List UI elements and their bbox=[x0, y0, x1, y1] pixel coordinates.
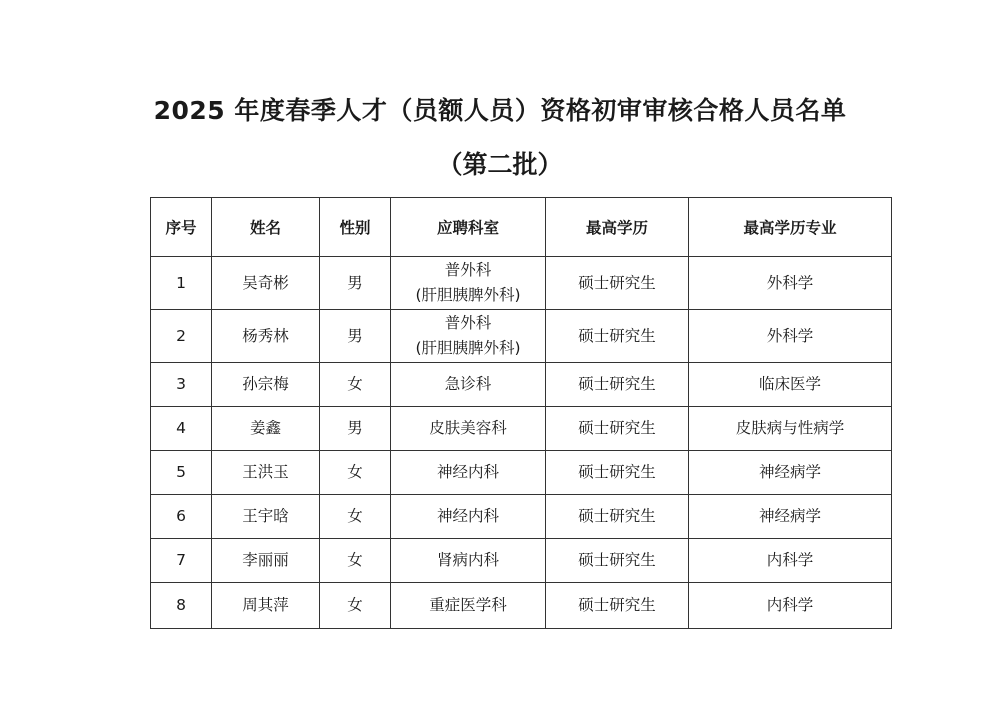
cell-department: 急诊科 bbox=[391, 363, 546, 407]
table-row bbox=[151, 310, 892, 363]
cell-name: 周其萍 bbox=[212, 583, 320, 629]
cell-name: 孙宗梅 bbox=[212, 363, 320, 407]
cell-degree: 硕士研究生 bbox=[546, 495, 689, 539]
cell-serial: 7 bbox=[151, 539, 212, 583]
cell-major: 皮肤病与性病学 bbox=[689, 407, 892, 451]
cell-gender: 女 bbox=[320, 363, 391, 407]
table-row bbox=[151, 407, 892, 451]
cell-serial: 2 bbox=[151, 310, 212, 363]
header-row bbox=[151, 198, 892, 257]
cell-gender: 女 bbox=[320, 539, 391, 583]
cell-degree: 硕士研究生 bbox=[546, 257, 689, 310]
cell-gender: 女 bbox=[320, 583, 391, 629]
cell-degree: 硕士研究生 bbox=[546, 583, 689, 629]
cell-department: 神经内科 bbox=[391, 495, 546, 539]
department-subunit: (肝胆胰脾外科) bbox=[415, 286, 521, 304]
cell-serial: 1 bbox=[151, 257, 212, 310]
cell-name: 李丽丽 bbox=[212, 539, 320, 583]
table-row bbox=[151, 495, 892, 539]
table-row bbox=[151, 583, 892, 629]
table-row bbox=[151, 451, 892, 495]
header-department: 应聘科室 bbox=[391, 198, 546, 257]
department-subunit: (肝胆胰脾外科) bbox=[415, 339, 521, 357]
table-row bbox=[151, 257, 892, 310]
cell-degree: 硕士研究生 bbox=[546, 451, 689, 495]
cell-degree: 硕士研究生 bbox=[546, 407, 689, 451]
cell-name: 吴奇彬 bbox=[212, 257, 320, 310]
header-gender: 性别 bbox=[320, 198, 391, 257]
cell-department bbox=[391, 257, 546, 310]
cell-gender: 男 bbox=[320, 310, 391, 363]
cell-name: 王宇晗 bbox=[212, 495, 320, 539]
cell-gender: 女 bbox=[320, 451, 391, 495]
cell-major: 临床医学 bbox=[689, 363, 892, 407]
cell-major: 神经病学 bbox=[689, 451, 892, 495]
table-row bbox=[151, 363, 892, 407]
cell-major: 内科学 bbox=[689, 583, 892, 629]
cell-major: 外科学 bbox=[689, 310, 892, 363]
table-row bbox=[151, 539, 892, 583]
cell-name: 王洪玉 bbox=[212, 451, 320, 495]
cell-serial: 6 bbox=[151, 495, 212, 539]
cell-name: 杨秀林 bbox=[212, 310, 320, 363]
table-header bbox=[151, 198, 892, 257]
cell-degree: 硕士研究生 bbox=[546, 539, 689, 583]
cell-gender: 男 bbox=[320, 407, 391, 451]
cell-serial: 5 bbox=[151, 451, 212, 495]
document-subtitle: （第二批） bbox=[437, 150, 563, 179]
cell-serial: 8 bbox=[151, 583, 212, 629]
cell-gender: 男 bbox=[320, 257, 391, 310]
cell-department: 重症医学科 bbox=[391, 583, 546, 629]
department-name: 普外科 bbox=[444, 261, 492, 279]
cell-department: 皮肤美容科 bbox=[391, 407, 546, 451]
header-degree: 最高学历 bbox=[546, 198, 689, 257]
cell-degree: 硕士研究生 bbox=[546, 310, 689, 363]
candidate-table bbox=[150, 197, 892, 629]
cell-major: 外科学 bbox=[689, 257, 892, 310]
cell-gender: 女 bbox=[320, 495, 391, 539]
cell-serial: 3 bbox=[151, 363, 212, 407]
header-name: 姓名 bbox=[212, 198, 320, 257]
cell-department bbox=[391, 310, 546, 363]
document-title: 2025 年度春季人才（员额人员）资格初审审核合格人员名单 bbox=[153, 96, 847, 125]
department-name: 普外科 bbox=[444, 314, 492, 332]
cell-serial: 4 bbox=[151, 407, 212, 451]
header-major: 最高学历专业 bbox=[689, 198, 892, 257]
cell-major: 神经病学 bbox=[689, 495, 892, 539]
cell-name: 姜鑫 bbox=[212, 407, 320, 451]
header-serial: 序号 bbox=[151, 198, 212, 257]
cell-department: 神经内科 bbox=[391, 451, 546, 495]
cell-degree: 硕士研究生 bbox=[546, 363, 689, 407]
cell-major: 内科学 bbox=[689, 539, 892, 583]
table-body bbox=[151, 257, 892, 629]
cell-department: 肾病内科 bbox=[391, 539, 546, 583]
